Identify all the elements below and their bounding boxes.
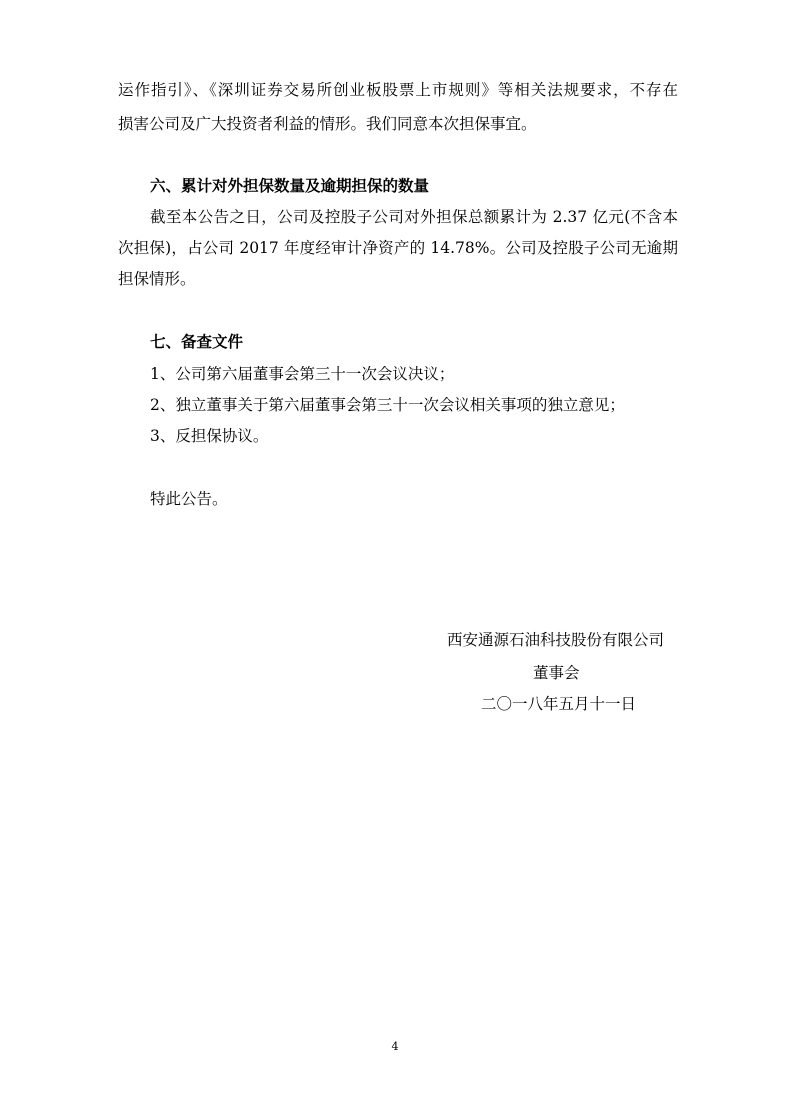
list-item: 1、公司第六届董事会第三十一次会议决议； (150, 365, 455, 383)
signature-date: 二〇一八年五月十一日 (481, 695, 637, 713)
signature-company: 西安通源石油科技股份有限公司 (447, 631, 665, 649)
body-text-line: 担保情形。 (118, 270, 196, 288)
page-number: 4 (391, 1040, 399, 1053)
body-text-line: 运作指引》、《深圳证券交易所创业板股票上市规则》等相关法规要求，不存在 (118, 81, 678, 99)
signature-board: 董事会 (533, 664, 580, 682)
section-heading-6: 六、累计对外担保数量及逾期担保的数量 (150, 176, 430, 195)
list-item: 3、反担保协议。 (150, 427, 269, 445)
body-text-line: 损害公司及广大投资者利益的情形。我们同意本次担保事宜。 (118, 115, 537, 133)
list-item: 2、独立董事关于第六届董事会第三十一次会议相关事项的独立意见； (150, 396, 625, 414)
body-text-line: 截至本公告之日，公司及控股子公司对外担保总额累计为 2.37 亿元(不含本 (150, 208, 678, 226)
body-text-line: 次担保)，占公司 2017 年度经审计净资产的 14.78%。公司及控股子公司无逾期 (118, 239, 678, 257)
section-heading-7: 七、备查文件 (150, 332, 244, 351)
closing-statement: 特此公告。 (150, 490, 228, 508)
